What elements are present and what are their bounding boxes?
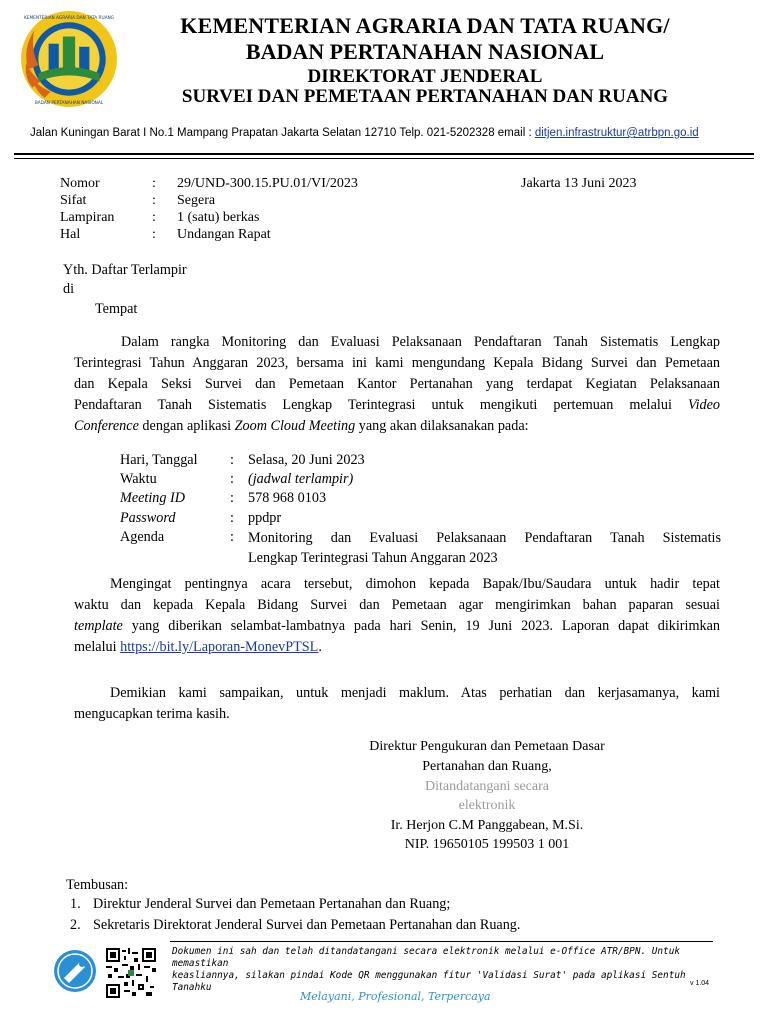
atr-bpn-logo <box>18 8 120 110</box>
header-rule-thin <box>14 158 754 159</box>
lampiran-label: Lampiran <box>60 210 115 225</box>
signature-title: Direktur Pengukuran dan Pemetaan Dasar <box>369 739 605 754</box>
header-email-link[interactable]: ditjen.infrastruktur@atrbpn.go.id <box>534 127 699 139</box>
letter-date: Jakarta 13 Juni 2023 <box>521 176 637 191</box>
waktu-label: Waktu <box>120 471 157 487</box>
tembusan-item: Sekretaris Direktorat Jenderal Survei dan Pemetaan Pertanahan dan Ruang. <box>93 917 521 933</box>
colon: : <box>152 227 156 242</box>
hal-value: Undangan Rapat <box>177 227 271 242</box>
meeting-id-value: 578 968 0103 <box>248 490 327 506</box>
tembusan-label: Tembusan: <box>66 877 129 893</box>
meeting-id-label: Meeting ID <box>120 490 186 506</box>
colon: : <box>152 210 156 225</box>
header-directorate: DIREKTORAT JENDERAL <box>307 66 543 87</box>
recipient-di: di <box>63 281 75 297</box>
svg-text:KEMENTERIAN AGRARIA DAN TATA R: KEMENTERIAN AGRARIA DAN TATA RUANG <box>24 16 114 22</box>
colon: : <box>230 510 234 526</box>
recipient-line: Yth. Daftar Terlampir <box>63 262 187 278</box>
footer-validation-note: Dokumen ini sah dan telah ditandatangani secara elektronik melalui e-Office ATR/BPN. Untuk memastikan keasliannya, silakan pindai Kode QR menggunakan fitur 'Validasi Surat' pada aplikasi Sentuh Tanahku <box>172 946 686 993</box>
sifat-label: Sifat <box>60 193 87 208</box>
header-ministry: KEMENTERIAN AGRARIA DAN TATA RUANG/ <box>180 13 670 38</box>
colon: : <box>230 529 234 545</box>
footer-version: v 1.04 <box>690 980 710 987</box>
footer-rule <box>170 941 713 942</box>
header-agency: BADAN PERTANAHAN NASIONAL <box>245 39 605 64</box>
agenda-value: Monitoring dan Evaluasi Pelaksanaan Pendaftaran Tanah Sistematis Lengkap Terintegrasi Tahun Anggaran 2023 <box>248 530 721 566</box>
colon: : <box>152 193 156 208</box>
signatory-name: Ir. Herjon C.M Panggabean, M.Si. <box>390 818 584 833</box>
signatory-nip: NIP. 19650105 199503 1 001 <box>404 837 570 852</box>
tembusan-item: Direktur Jenderal Survei dan Pemetaan Pertanahan dan Ruang; <box>93 896 451 912</box>
header-address: Jalan Kuningan Barat I No.1 Mampang Prapatan Jakarta Selatan 12710 Telp. 021-5202328 email : ditjen.infrastruktur@atrbpn.go.id <box>30 127 699 139</box>
colon: : <box>152 176 156 191</box>
hari-label: Hari, Tanggal <box>120 452 198 468</box>
colon: : <box>230 471 234 487</box>
agenda-label: Agenda <box>120 529 165 545</box>
qr-code <box>106 948 156 998</box>
report-link[interactable]: https://bit.ly/Laporan-MonevPTSL <box>120 639 319 655</box>
header-directorate-name: SURVEI DAN PEMETAAN PERTANAHAN DAN RUANG <box>181 86 669 107</box>
signature-title-cont: Pertanahan dan Ruang, <box>422 759 552 774</box>
electronic-signature-note: Ditandatangani secara <box>425 779 549 794</box>
footer-slogan: Melayani, Profesional, Terpercaya <box>300 990 491 1003</box>
header-rule-thick <box>14 153 754 155</box>
hal-label: Hal <box>60 227 81 242</box>
tembusan-item-number: 1. <box>70 896 81 912</box>
paragraph-instructions: Mengingat pentingnya acara tersebut, dimohon kepada Bapak/Ibu/Saudara untuk hadir tepat waktu dan kepada Kepala Bidang Survei dan Pemetaan agar mengirimkan bahan paparan sesuai template yang diberikan selambat-lambatnya pada hari Senin, 19 Juni 2023. Laporan dapat dikirimkan melalui https://bit.ly/Laporan-MonevPTSL. <box>74 576 720 655</box>
recipient-place: Tempat <box>95 301 138 317</box>
nomor-label: Nomor <box>60 176 100 191</box>
colon: : <box>230 452 234 468</box>
lampiran-value: 1 (satu) berkas <box>177 210 260 225</box>
tembusan-item-number: 2. <box>70 917 81 933</box>
sifat-value: Segera <box>177 193 216 208</box>
password-value: ppdpr <box>248 510 282 526</box>
hari-value: Selasa, 20 Juni 2023 <box>248 452 365 468</box>
paragraph-intro: Dalam rangka Monitoring dan Evaluasi Pelaksanaan Pendaftaran Tanah Sistematis Lengkap Terintegrasi Tahun Anggaran 2023, bersama ini kami mengundang Kepala Bidang Survei dan Pemetaan dan Kepala Seksi Survei dan Pemetaan Kantor Pertanahan yang terdapat Kegiatan Pelaksanaan Pendaftaran Tanah Sistematis Lengkap Terintegrasi untuk mengikuti pertemuan melalui Video Conference dengan aplikasi Zoom Cloud Meeting yang akan dilaksanakan pada: <box>74 334 721 434</box>
paragraph-closing: Demikian kami sampaikan, untuk menjadi maklum. Atas perhatian dan kerjasamanya, kami mengucapkan terima kasih. <box>74 685 720 722</box>
electronic-signature-note-cont: elektronik <box>458 798 516 813</box>
waktu-value: (jadwal terlampir) <box>248 471 354 487</box>
colon: : <box>230 490 234 506</box>
svg-text:BADAN PERTANAHAN NASIONAL: BADAN PERTANAHAN NASIONAL <box>34 100 104 106</box>
nomor-value: 29/UND-300.15.PU.01/VI/2023 <box>177 176 358 191</box>
e-office-seal-icon <box>52 948 98 994</box>
password-label: Password <box>120 510 176 526</box>
